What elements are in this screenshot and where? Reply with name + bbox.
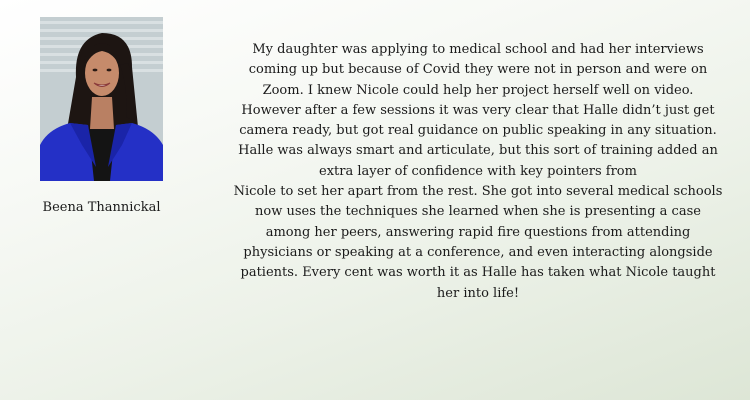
- testimonial-quote: [233, 40, 723, 304]
- testimonial-paragraph-1: My daughter was applying to medical school and had her interviews coming up but because of Covid they were not in person and were on Zoom. I knew Nicole could help her project herself well on video. However after a few sessions it was very clear that Halle didn’t just get camera ready, but got real guidance on public speaking in any situation. Halle was always smart and articulate, but this sort of training added an extra layer of confidence with key pointers from: [238, 42, 718, 179]
- author-name: Beena Thannickal: [42, 200, 161, 215]
- author-photo: [40, 17, 163, 181]
- testimonial-paragraph-2: Nicole to set her apart from the rest. She got into several medical schools now uses the techniques she learned when she is presenting a case among her peers, answering rapid fire questions from attending physicians or speaking at a conference, and even interacting alongside patients. Every cent was worth it as Halle has taken what Nicole taught her into life!: [233, 184, 723, 301]
